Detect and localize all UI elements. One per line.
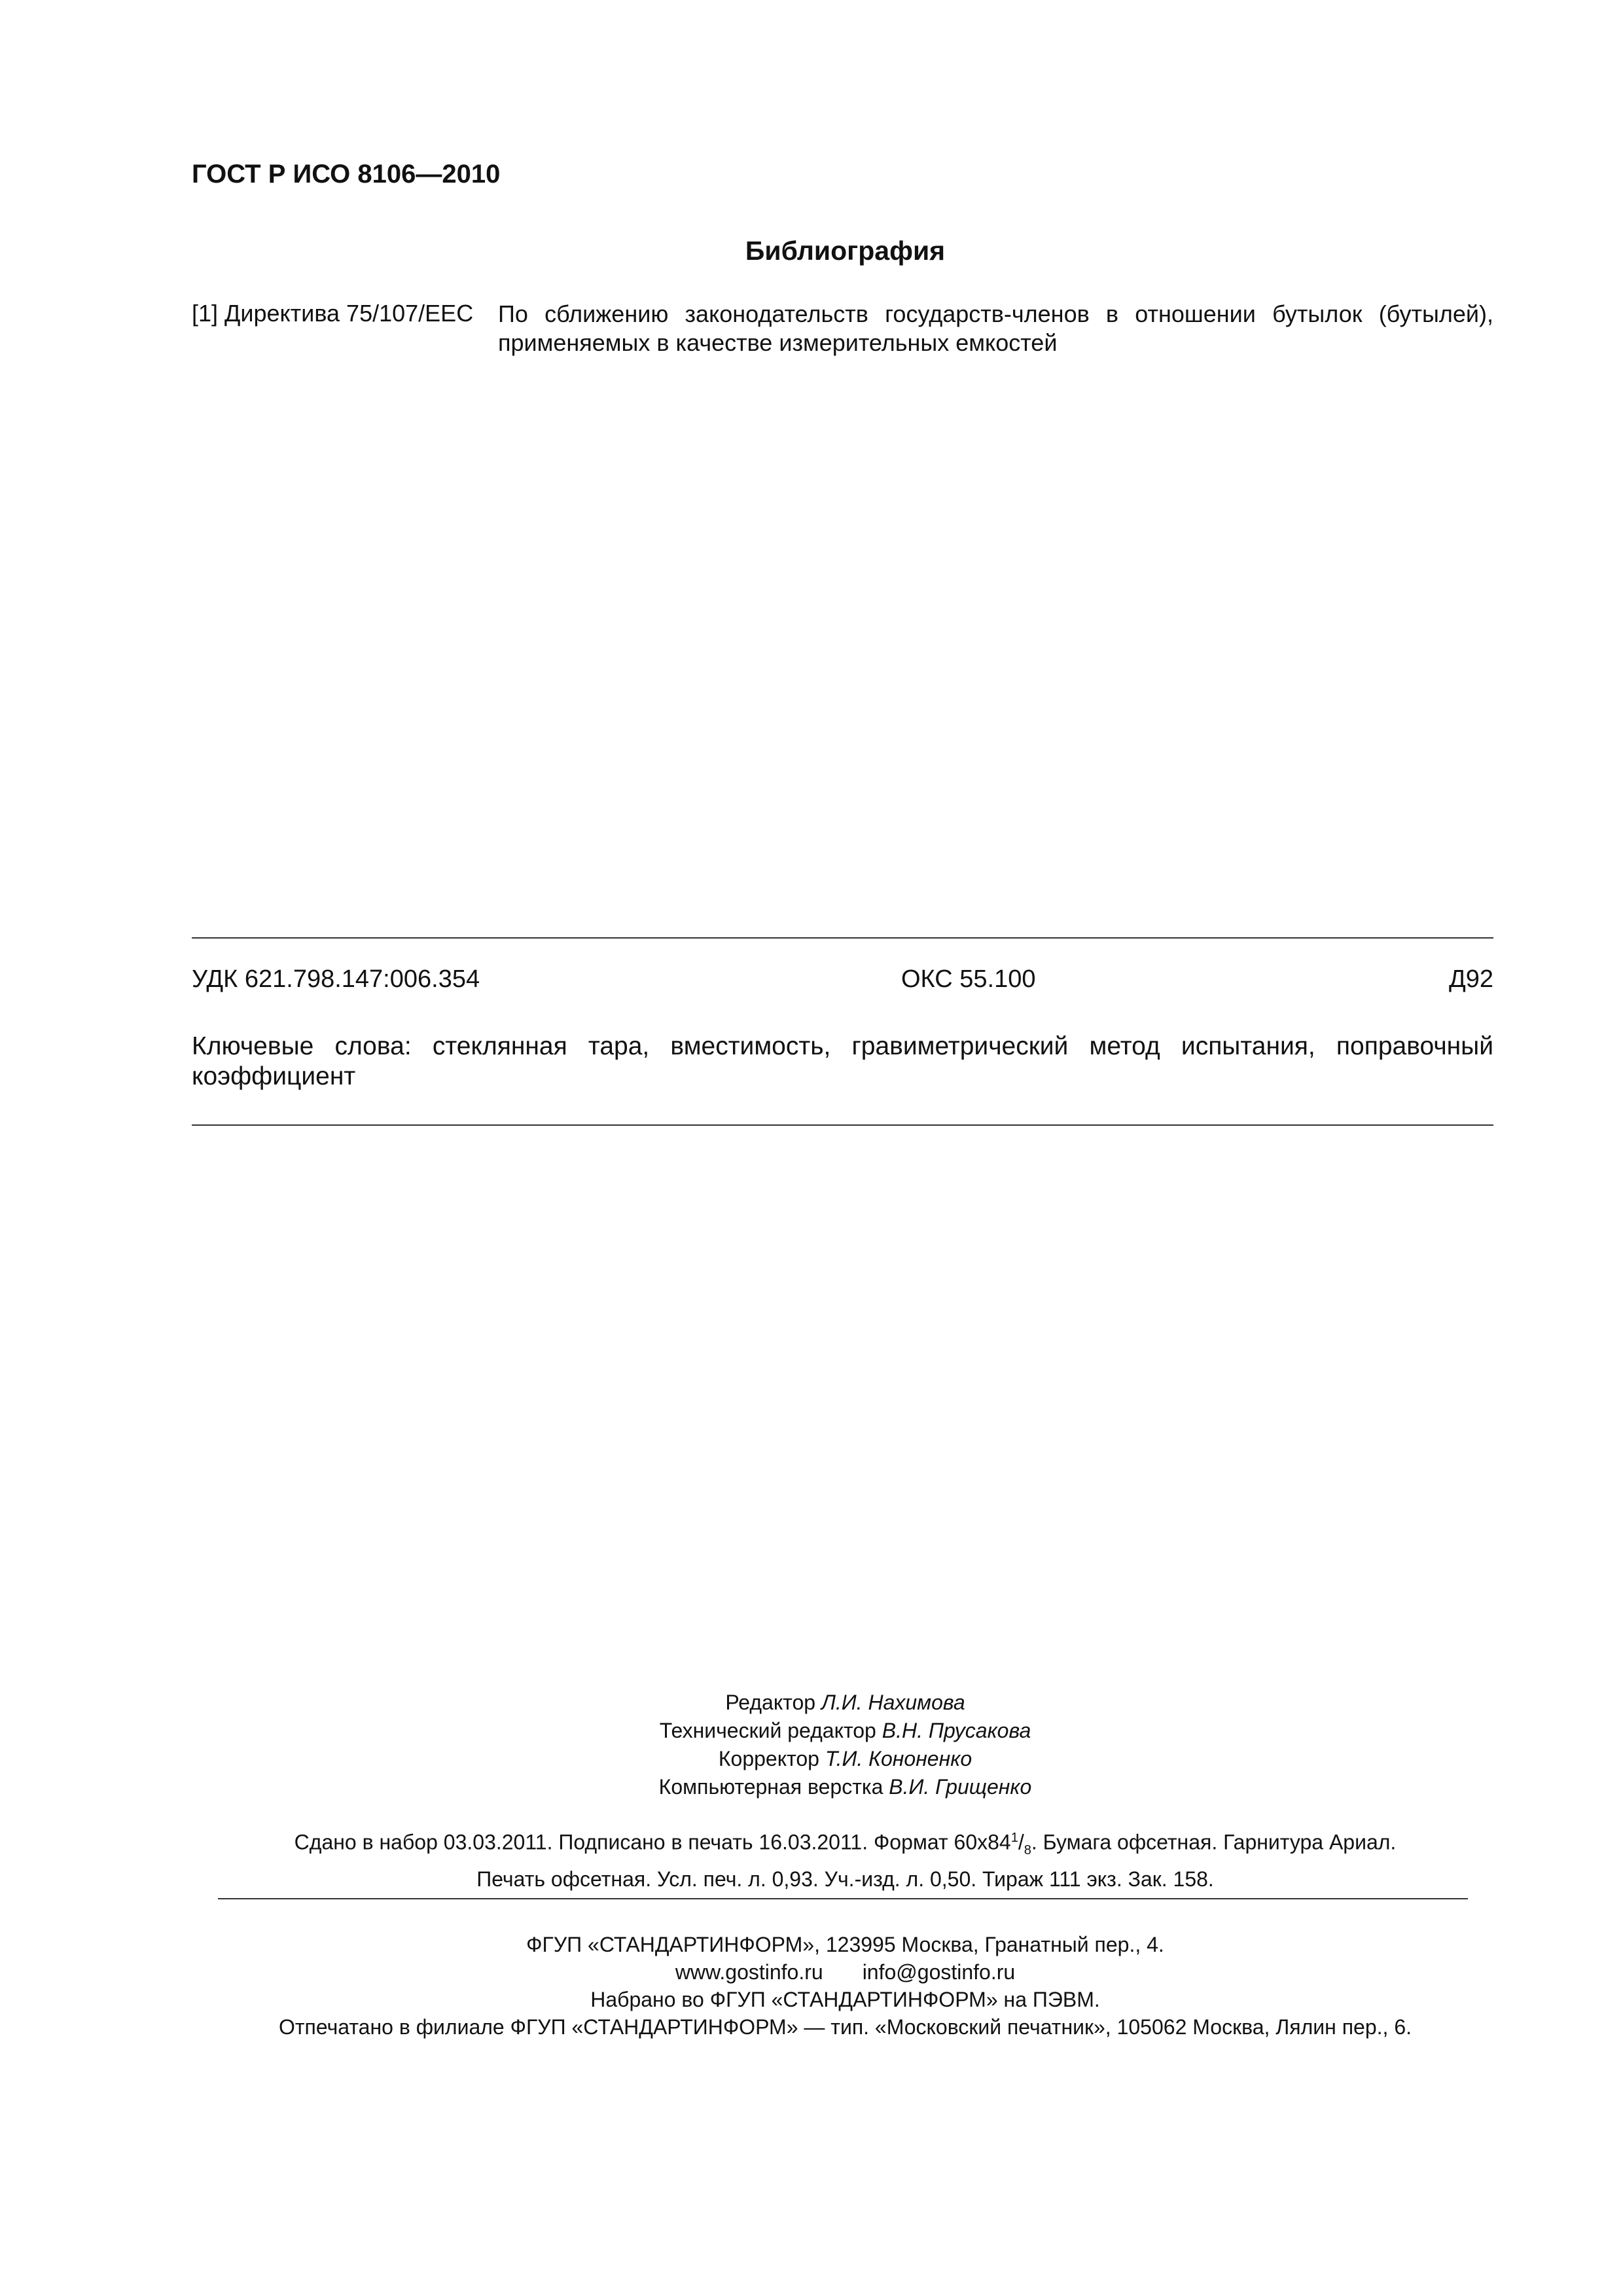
divider-middle bbox=[192, 1124, 1493, 1126]
credit-tech-editor: Технический редактор В.Н. Прусакова bbox=[659, 1719, 1031, 1742]
print-info bbox=[0, 1823, 1623, 1893]
category-code: Д92 bbox=[1448, 965, 1493, 993]
print-info-line-2: Печать офсетная. Усл. печ. л. 0,93. Уч.-изд. л. 0,50. Тираж 111 экз. Зак. 158. bbox=[476, 1867, 1214, 1892]
printed-note: Отпечатано в филиале ФГУП «СТАНДАРТИНФОРМ» — тип. «Московский печатник», 105062 Москва, Лялин пер., 6. bbox=[278, 2015, 1412, 2039]
udk-code: УДК 621.798.147:006.354 bbox=[192, 965, 480, 993]
bibliography-item-label: [1] Директива 75/107/EEC bbox=[192, 300, 474, 327]
credit-editor: Редактор Л.И. Нахимова bbox=[725, 1691, 965, 1714]
credit-corrector: Корректор Т.И. Кононенко bbox=[718, 1747, 972, 1770]
website-link[interactable]: www.gostinfo.ru bbox=[675, 1960, 823, 1984]
divider-footer bbox=[218, 1898, 1468, 1899]
bibliography-item-text: По сближению законодательств государств-членов в отношении бутылок (бутылей), применяемых в качестве измерительных емкостей bbox=[498, 300, 1493, 356]
keywords: Ключевые слова: стеклянная тара, вместимость, гравиметрический метод испытания, поправочный коэффициент bbox=[192, 1032, 1493, 1090]
email-link[interactable]: info@gostinfo.ru bbox=[862, 1960, 1016, 1984]
oks-code: ОКС 55.100 bbox=[901, 965, 1036, 993]
document-id: ГОСТ Р ИСО 8106—2010 bbox=[192, 160, 501, 188]
credits-block bbox=[0, 1689, 1623, 1801]
print-info-line-1: Сдано в набор 03.03.2011. Подписано в печать 16.03.2011. Формат $60х84^1/_8$. Бумага офсетная. Гарнитура Ариал. bbox=[294, 1830, 1397, 1858]
publisher-footer bbox=[0, 1931, 1623, 2041]
publisher-address: ФГУП «СТАНДАРТИНФОРМ», 123995 Москва, Гранатный пер., 4. bbox=[526, 1933, 1164, 1956]
typeset-note: Набрано во ФГУП «СТАНДАРТИНФОРМ» на ПЭВМ. bbox=[590, 1988, 1100, 2011]
divider-top bbox=[192, 937, 1493, 939]
publisher-contacts bbox=[0, 1958, 1623, 1986]
credit-layout: Компьютерная верстка В.И. Грищенко bbox=[658, 1775, 1032, 1799]
bibliography-title: Библиография bbox=[745, 236, 946, 266]
